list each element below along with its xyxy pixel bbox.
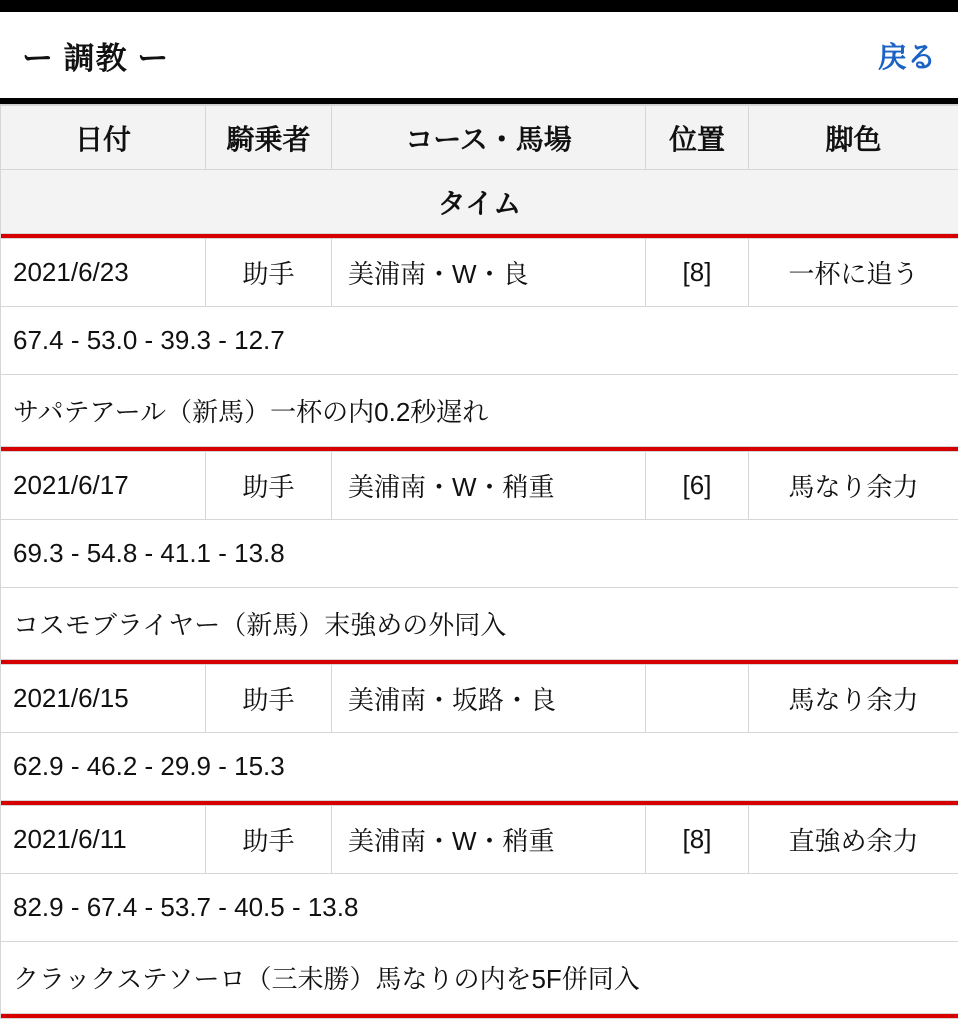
cell-description: 馬なり余力: [749, 452, 958, 520]
training-table: [0, 105, 958, 1019]
cell-time: 82.9 - 67.4 - 53.7 - 40.5 - 13.8: [1, 874, 958, 942]
table-row-time: [1, 733, 958, 801]
cell-position: [6]: [646, 452, 749, 520]
cell-date: 2021/6/17: [1, 452, 206, 520]
page-title: ー 調教 ー: [22, 40, 170, 76]
status-bar: [0, 0, 958, 12]
cell-date: 2021/6/11: [1, 806, 206, 874]
column-header-date: 日付: [1, 106, 206, 170]
cell-time: 69.3 - 54.8 - 41.1 - 13.8: [1, 520, 958, 588]
cell-position: [8]: [646, 239, 749, 307]
cell-time: 67.4 - 53.0 - 39.3 - 12.7: [1, 307, 958, 375]
table-row[interactable]: [1, 452, 958, 520]
cell-description: 一杯に追う: [749, 239, 958, 307]
table-header-row-time: [1, 170, 958, 234]
column-header-time: タイム: [1, 170, 958, 234]
cell-description: 馬なり余力: [749, 665, 958, 733]
page-header: [0, 12, 958, 104]
cell-description: 直強め余力: [749, 806, 958, 874]
table-row-time: [1, 307, 958, 375]
table-row[interactable]: [1, 239, 958, 307]
table-row[interactable]: [1, 665, 958, 733]
cell-position: [646, 665, 749, 733]
cell-course: 美浦南・W・稍重: [332, 452, 646, 520]
training-table-wrap: [0, 104, 958, 1019]
cell-date: 2021/6/23: [1, 239, 206, 307]
cell-rider: 助手: [206, 665, 332, 733]
table-row-time: [1, 520, 958, 588]
cell-course: 美浦南・坂路・良: [332, 665, 646, 733]
column-header-position: 位置: [646, 106, 749, 170]
table-row-note: [1, 942, 958, 1014]
cell-date: 2021/6/15: [1, 665, 206, 733]
column-header-description: 脚色: [749, 106, 958, 170]
cell-note: クラックステソーロ（三未勝）馬なりの内を5F併同入: [1, 942, 958, 1014]
row-separator: [1, 1014, 958, 1019]
cell-position: [8]: [646, 806, 749, 874]
table-row-time: [1, 874, 958, 942]
cell-course: 美浦南・W・稍重: [332, 806, 646, 874]
cell-course: 美浦南・W・良: [332, 239, 646, 307]
cell-time: 62.9 - 46.2 - 29.9 - 15.3: [1, 733, 958, 801]
table-row[interactable]: [1, 806, 958, 874]
table-header-row: [1, 106, 958, 170]
table-row-note: [1, 375, 958, 447]
cell-note: サパテアール（新馬）一杯の内0.2秒遅れ: [1, 375, 958, 447]
cell-rider: 助手: [206, 806, 332, 874]
cell-rider: 助手: [206, 452, 332, 520]
table-row-note: [1, 588, 958, 660]
back-button[interactable]: 戻る: [877, 41, 936, 74]
table-body: [1, 234, 958, 1019]
cell-note: コスモブライヤー（新馬）末強めの外同入: [1, 588, 958, 660]
cell-rider: 助手: [206, 239, 332, 307]
column-header-rider: 騎乗者: [206, 106, 332, 170]
column-header-course: コース・馬場: [332, 106, 646, 170]
